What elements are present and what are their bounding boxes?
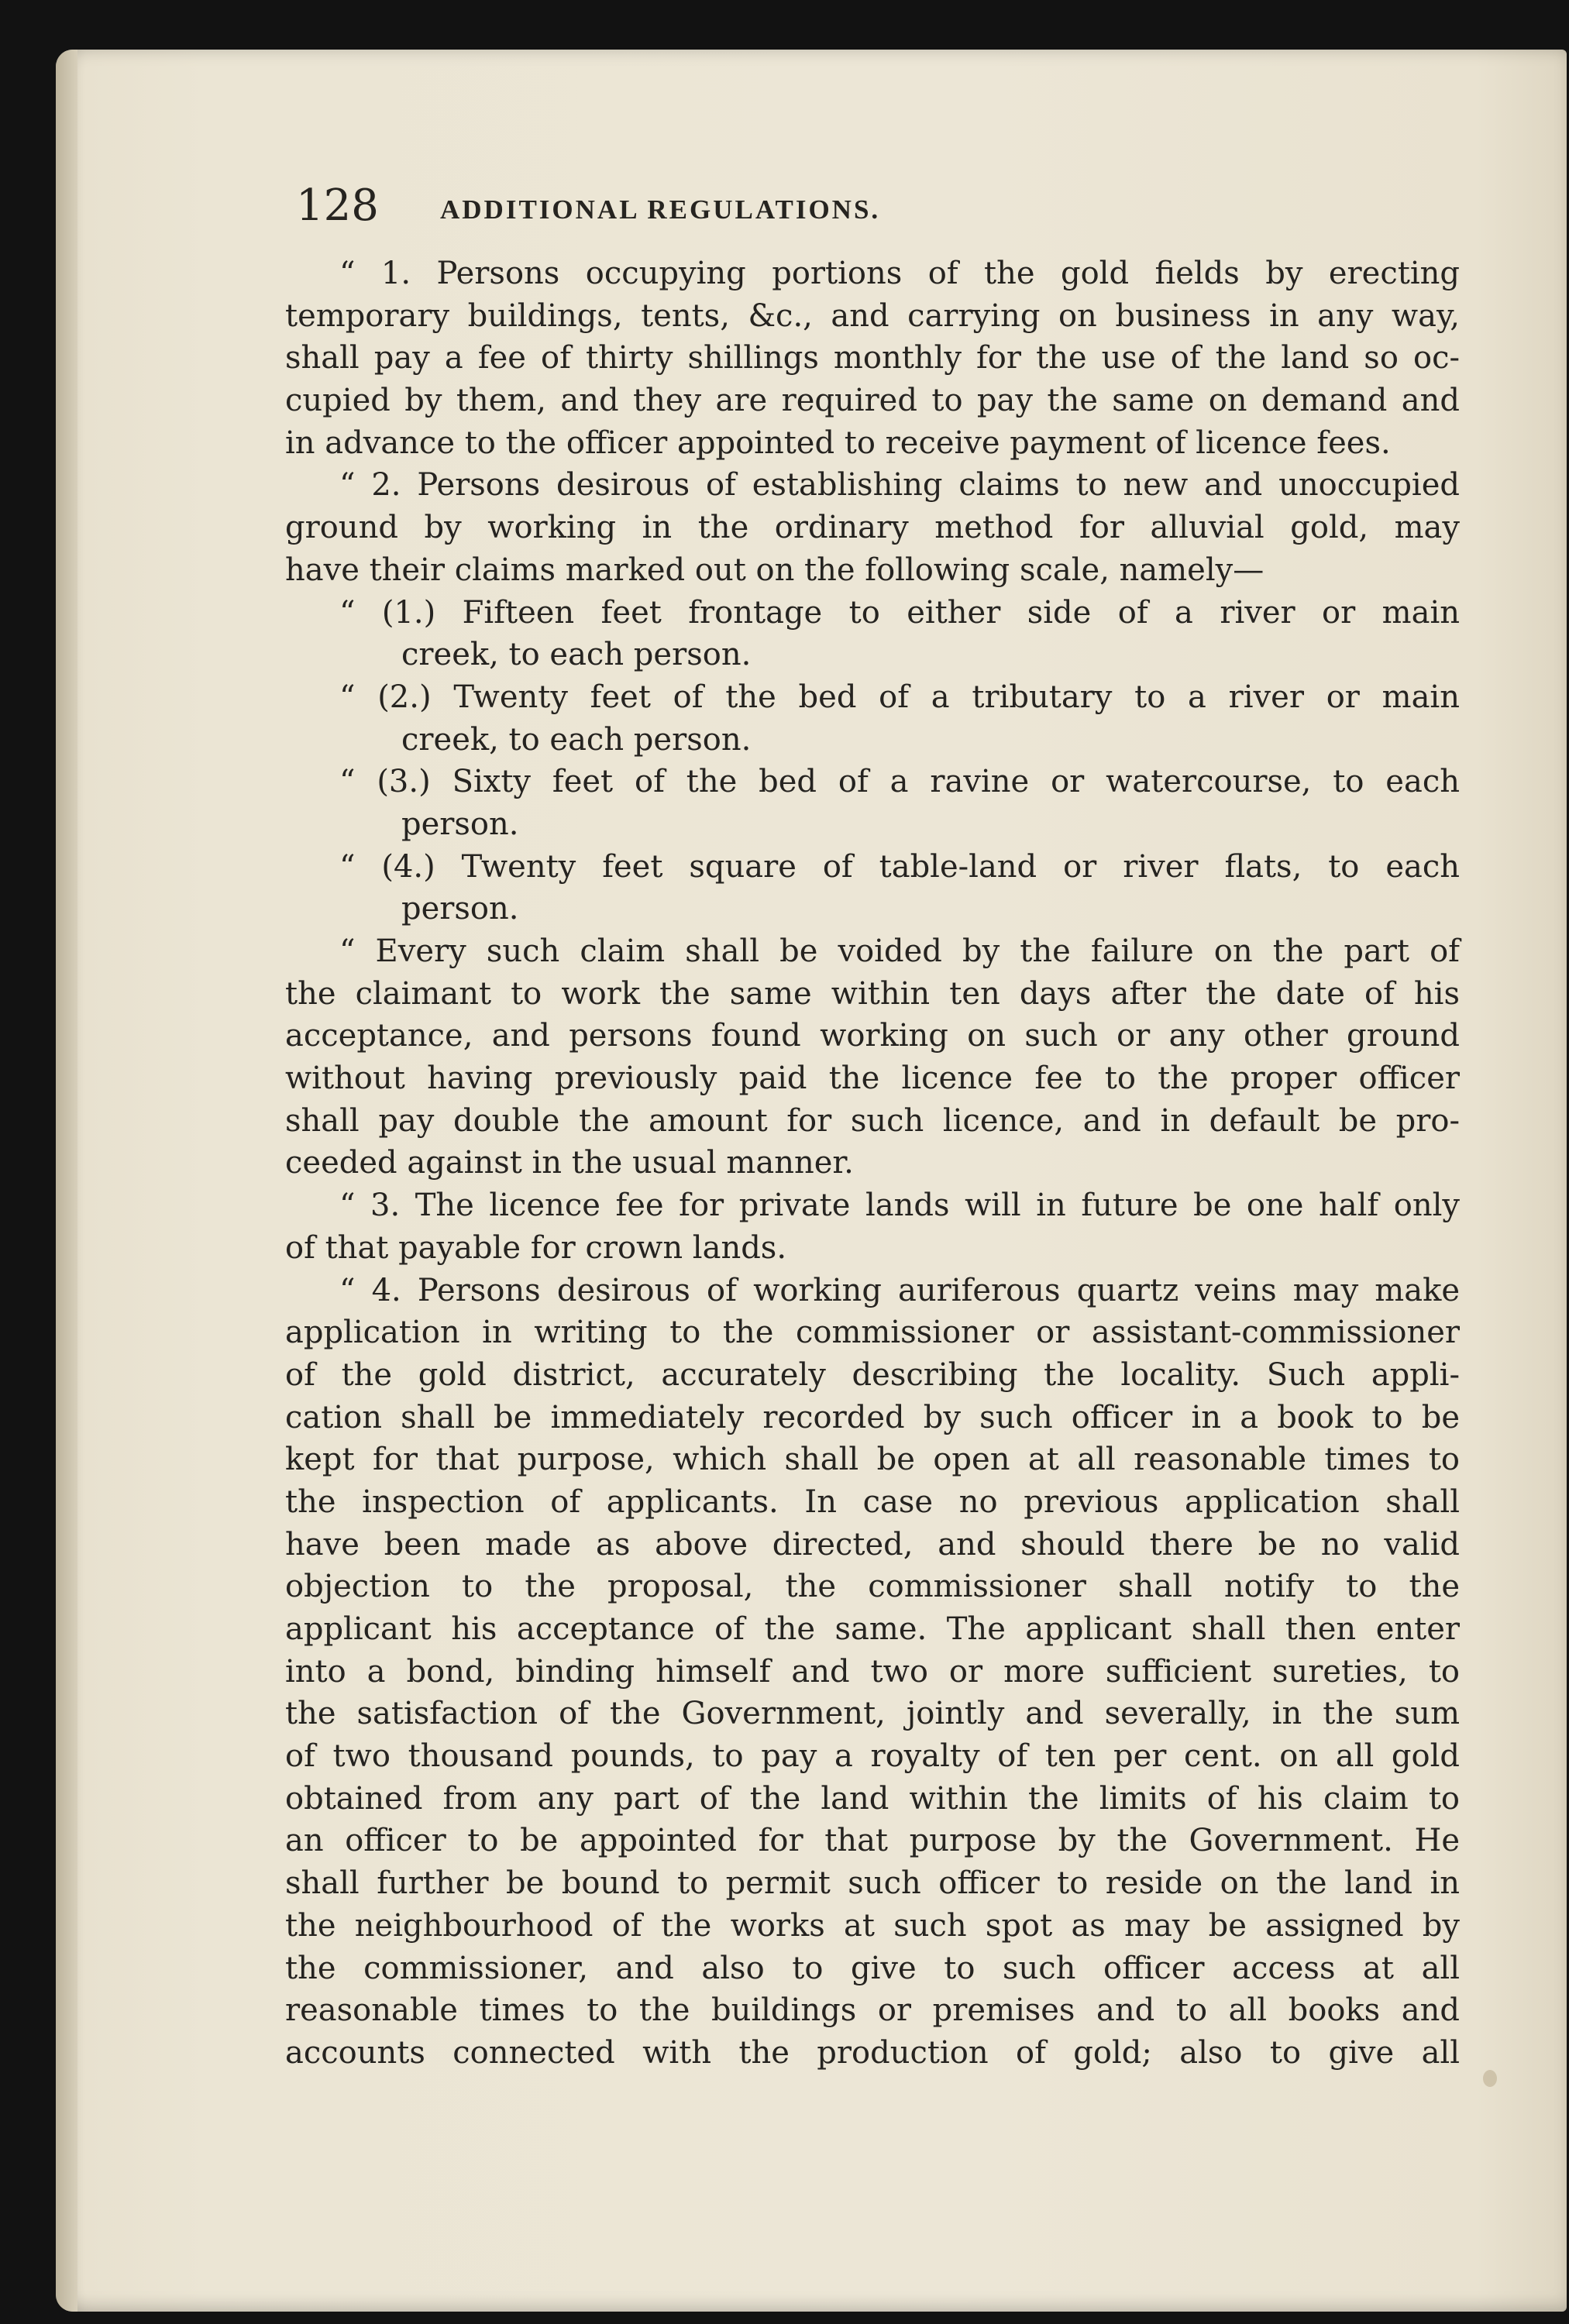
text-line: accounts connected with the production of gold; also to give all xyxy=(285,2034,1460,2071)
paper-stain xyxy=(1483,2070,1497,2087)
running-head: ADDITIONAL REGULATIONS. xyxy=(440,194,881,225)
text-line: creek, to each person. xyxy=(401,721,752,758)
text-line: the claimant to work the same within ten days after the date of his xyxy=(285,975,1460,1012)
text-line: obtained from any part of the land within the limits of his claim to xyxy=(285,1780,1460,1817)
text-line: acceptance, and persons found working on such or any other ground xyxy=(285,1018,1460,1054)
text-line: temporary buildings, tents, &c., and carrying on business in any way, xyxy=(285,297,1460,334)
text-line: “ (3.) Sixty feet of the bed of a ravine or watercourse, to each xyxy=(339,764,1460,800)
text-line: “ 1. Persons occupying portions of the gold fields by erecting xyxy=(339,256,1460,291)
text-line: cation shall be immediately recorded by such officer in a book to be xyxy=(285,1399,1460,1435)
text-line: ground by working in the ordinary method for alluvial gold, may xyxy=(285,510,1460,546)
text-line: in advance to the officer appointed to receive payment of licence fees. xyxy=(285,425,1391,461)
text-line: objection to the proposal, the commissioner shall notify to the xyxy=(285,1569,1460,1605)
text-line: “ 3. The licence fee for private lands will in future be one half only xyxy=(339,1188,1460,1224)
text-line: have their claims marked out on the following scale, namely— xyxy=(285,552,1264,588)
body-text xyxy=(285,253,1460,2075)
text-line: shall pay a fee of thirty shillings monthly for the use of the land so oc- xyxy=(285,340,1460,376)
text-line: application in writing to the commissioner or assistant-commissioner xyxy=(285,1315,1460,1351)
text-line: shall further be bound to permit such officer to reside on the land in xyxy=(285,1865,1460,1902)
text-line: “ 2. Persons desirous of establishing claims to new and unoccupied xyxy=(339,467,1460,504)
text-line: an officer to be appointed for that purpose by the Government. He xyxy=(285,1823,1460,1859)
page-header xyxy=(296,175,1466,237)
text-line: “ Every such claim shall be voided by the failure on the part of xyxy=(339,933,1460,969)
text-line: the commissioner, and also to give to such officer access at all xyxy=(285,1950,1460,1986)
book-page xyxy=(56,50,1567,2312)
text-line: of that payable for crown lands. xyxy=(285,1229,787,1266)
text-line: cupied by them, and they are required to pay the same on demand and xyxy=(285,383,1460,419)
text-line: into a bond, binding himself and two or more sufficient sureties, to xyxy=(285,1653,1460,1690)
text-line: of the gold district, accurately describing the locality. Such appli- xyxy=(285,1356,1460,1393)
text-line: person. xyxy=(401,806,519,842)
text-line: “ 4. Persons desirous of working auriferous quartz veins may make xyxy=(339,1272,1460,1308)
text-line: reasonable times to the buildings or premises and to all books and xyxy=(285,1992,1460,2029)
text-line: “ (1.) Fifteen feet frontage to either side of a river or main xyxy=(339,594,1460,631)
text-line: person. xyxy=(401,891,519,927)
text-line: without having previously paid the licence fee to the proper officer xyxy=(285,1061,1460,1097)
text-line: creek, to each person. xyxy=(401,637,752,673)
text-line: applicant his acceptance of the same. The applicant shall then enter xyxy=(285,1611,1460,1647)
text-line: have been made as above directed, and should there be no valid xyxy=(285,1526,1460,1563)
page-number: 128 xyxy=(296,180,379,231)
text-line: shall pay double the amount for such licence, and in default be pro- xyxy=(285,1102,1460,1139)
text-line: “ (2.) Twenty feet of the bed of a tributary to a river or main xyxy=(339,679,1460,715)
text-line: the neighbourhood of the works at such spot as may be assigned by xyxy=(285,1907,1460,1944)
text-line: of two thousand pounds, to pay a royalty of ten per cent. on all gold xyxy=(285,1738,1460,1775)
text-line: kept for that purpose, which shall be open at all reasonable times to xyxy=(285,1442,1460,1478)
text-line: ceeded against in the usual manner. xyxy=(285,1145,854,1181)
text-line: “ (4.) Twenty feet square of table-land or river flats, to each xyxy=(339,848,1460,885)
text-line: the satisfaction of the Government, jointly and severally, in the sum xyxy=(285,1696,1460,1732)
text-line: the inspection of applicants. In case no previous application shall xyxy=(285,1483,1460,1520)
